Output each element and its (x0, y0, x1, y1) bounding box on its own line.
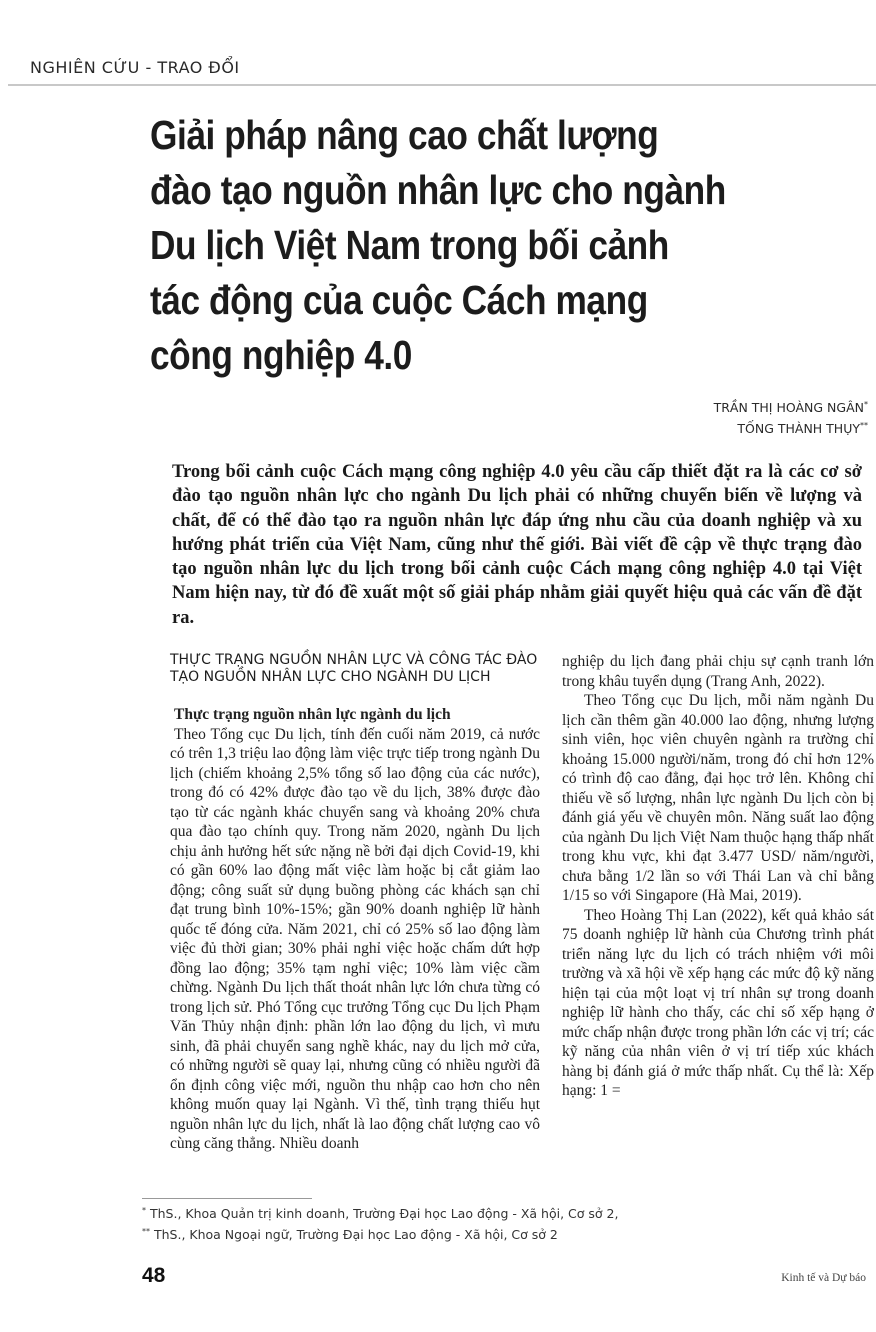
left-column (170, 652, 540, 1154)
right-column (562, 652, 874, 1101)
author-name: TRẦN THỊ HOÀNG NGÂN (713, 400, 864, 416)
section-heading: THỰC TRẠNG NGUỒN NHÂN LỰC VÀ CÔNG TÁC ĐÀO TẠO NGUỒN NHÂN LỰC CHO NGÀNH DU LỊCH (170, 652, 538, 685)
footnote-text: ThS., Khoa Quản trị kinh doanh, Trường Đại học Lao động - Xã hội, Cơ sở 2, (149, 1206, 619, 1222)
author-footnote-mark: ** (860, 421, 868, 431)
page-number: 48 (142, 1264, 166, 1287)
author-footnote-mark: * (864, 400, 868, 409)
article-title (150, 108, 761, 383)
title-line: Giải pháp nâng cao chất lượng (150, 112, 659, 158)
footnote-mark: ** (142, 1227, 150, 1237)
subsection-heading: Thực trạng nguồn nhân lực ngành du lịch (174, 706, 451, 723)
body-paragraph: Theo Hoàng Thị Lan (2022), kết quả khảo sát 75 doanh nghiệp lữ hành của Chương trình phát triển năng lực du lịch có trách nhiệm với môi trường và xã hội về xếp hạng các mức độ kỹ năng hiện tại của một loạt vị trí nhân sự trong doanh nghiệp lữ hành cho thấy, các chỉ số xếp hạng ở mức chấp nhận được trong phần lớn các vị trí; các kỹ năng của nhân viên ở vị trí tiếp xúc khách hàng bị đánh giá ở mức thấp nhất. Cụ thể là: Xếp hạng: 1 = (562, 906, 874, 1099)
abstract: Trong bối cảnh cuộc Cách mạng công nghiệp 4.0 yêu cầu cấp thiết đặt ra là các cơ sở đào tạo nguồn nhân lực cho ngành Du lịch phải có những chuyển biến về lượng và chất, để có thể đào tạo ra nguồn nhân lực đáp ứng nhu cầu của doanh nghiệp và xu hướng phát triển của Việt Nam, cũng như thế giới. Bài viết đề cập về thực trạng đào tạo nguồn nhân lực du lịch trong bối cảnh cuộc Cách mạng công nghiệp 4.0 tại Việt Nam hiện nay, từ đó đề xuất một số giải pháp nhằm giải quyết hiệu quả các vấn đề đặt ra. (172, 462, 862, 628)
footnote-divider (142, 1198, 312, 1199)
footnote (142, 1223, 618, 1244)
author (714, 396, 868, 417)
footnote (142, 1202, 618, 1223)
body-paragraph: Theo Tổng cục Du lịch, tính đến cuối năm 2019, cả nước có trên 1,3 triệu lao động làm việc trực tiếp trong ngành Du lịch (chiếm khoảng 2,5% tổng số lao động của các nước), trong đó có 42% được đào tạo về du lịch, 38% được đào tạo từ các ngành khác chuyển sang và khoảng 20% chưa qua đào tạo chính quy. Trong năm 2020, ngành Du lịch chịu ảnh hưởng hết sức nặng nề bởi đại dịch Covid-19, khi có gần 60% lao động mất việc làm hoặc bị cắt giảm lao động; công suất sử dụng buồng phòng các khách sạn chỉ đạt trung bình 10%-15%; gần 90% doanh nghiệp lữ hành quốc tế đóng cửa. Năm 2021, chỉ có 25% số lao động làm việc đủ thời gian; 30% phải nghỉ việc hoặc chấm dứt hợp đồng lao động; 35% tạm nghỉ việc; 10% làm việc cầm chừng. Ngành Du lịch thất thoát nhân lực lớn chưa từng có trong lịch sử. Phó Tổng cục trưởng Tổng cục Du lịch Phạm Văn Thủy nhận định: phần lớn lao động du lịch, vì mưu sinh, đã phải chuyển sang nghề khác, nay du lịch mở cửa, có những người sẽ quay lại, nhưng cũng có nhiều người đã ổn định công việc mới, nguồn thu nhập cao hơn cho nên không muốn quay lại Ngành. Vì thế, tình trạng thiếu hụt nguồn nhân lực du lịch, nhất là lao động chất lượng cao vô cùng căng thẳng. Nhiều doanh (170, 725, 540, 1152)
footnote-mark: * (142, 1206, 146, 1215)
footnotes (142, 1202, 618, 1244)
header-divider (8, 84, 876, 86)
body-paragraph: Theo Tổng cục Du lịch, mỗi năm ngành Du lịch cần thêm gần 40.000 lao động, nhưng lượng sinh viên, học viên chuyên ngành ra trường chỉ khoảng 15.000 người/năm, trong đó chỉ hơn 12% có trình độ cao đẳng, đại học trở lên. Không chỉ thiếu về số lượng, nhân lực ngành Du lịch còn bị đánh giá yếu về chuyên môn. Năng suất lao động của ngành Du lịch Việt Nam thuộc hạng thấp nhất trong khu vực, khi đạt 3.477 USD/ năm/người, chưa bằng 1/2 lần so với Thái Lan và chỉ bằng 1/15 so với Singapore (Hà Mai, 2019). (562, 692, 874, 904)
author-name: TỐNG THÀNH THỤY (737, 421, 860, 437)
title-line: tác động của cuộc Cách mạng (150, 277, 648, 323)
body-paragraph: nghiệp du lịch đang phải chịu sự cạnh tranh lớn trong khâu tuyển dụng (Trang Anh, 2022). (562, 653, 874, 690)
title-line: Du lịch Việt Nam trong bối cảnh (150, 222, 669, 268)
journal-name: Kinh tế và Dự báo (781, 1272, 866, 1284)
section-label: NGHIÊN CỨU - TRAO ĐỔI (30, 58, 240, 77)
author (714, 417, 868, 438)
author-list (714, 396, 868, 438)
title-line: đào tạo nguồn nhân lực cho ngành (150, 167, 726, 213)
footnote-text: ThS., Khoa Ngoại ngữ, Trường Đại học Lao động - Xã hội, Cơ sở 2 (153, 1227, 558, 1243)
title-line: công nghiệp 4.0 (150, 332, 412, 378)
